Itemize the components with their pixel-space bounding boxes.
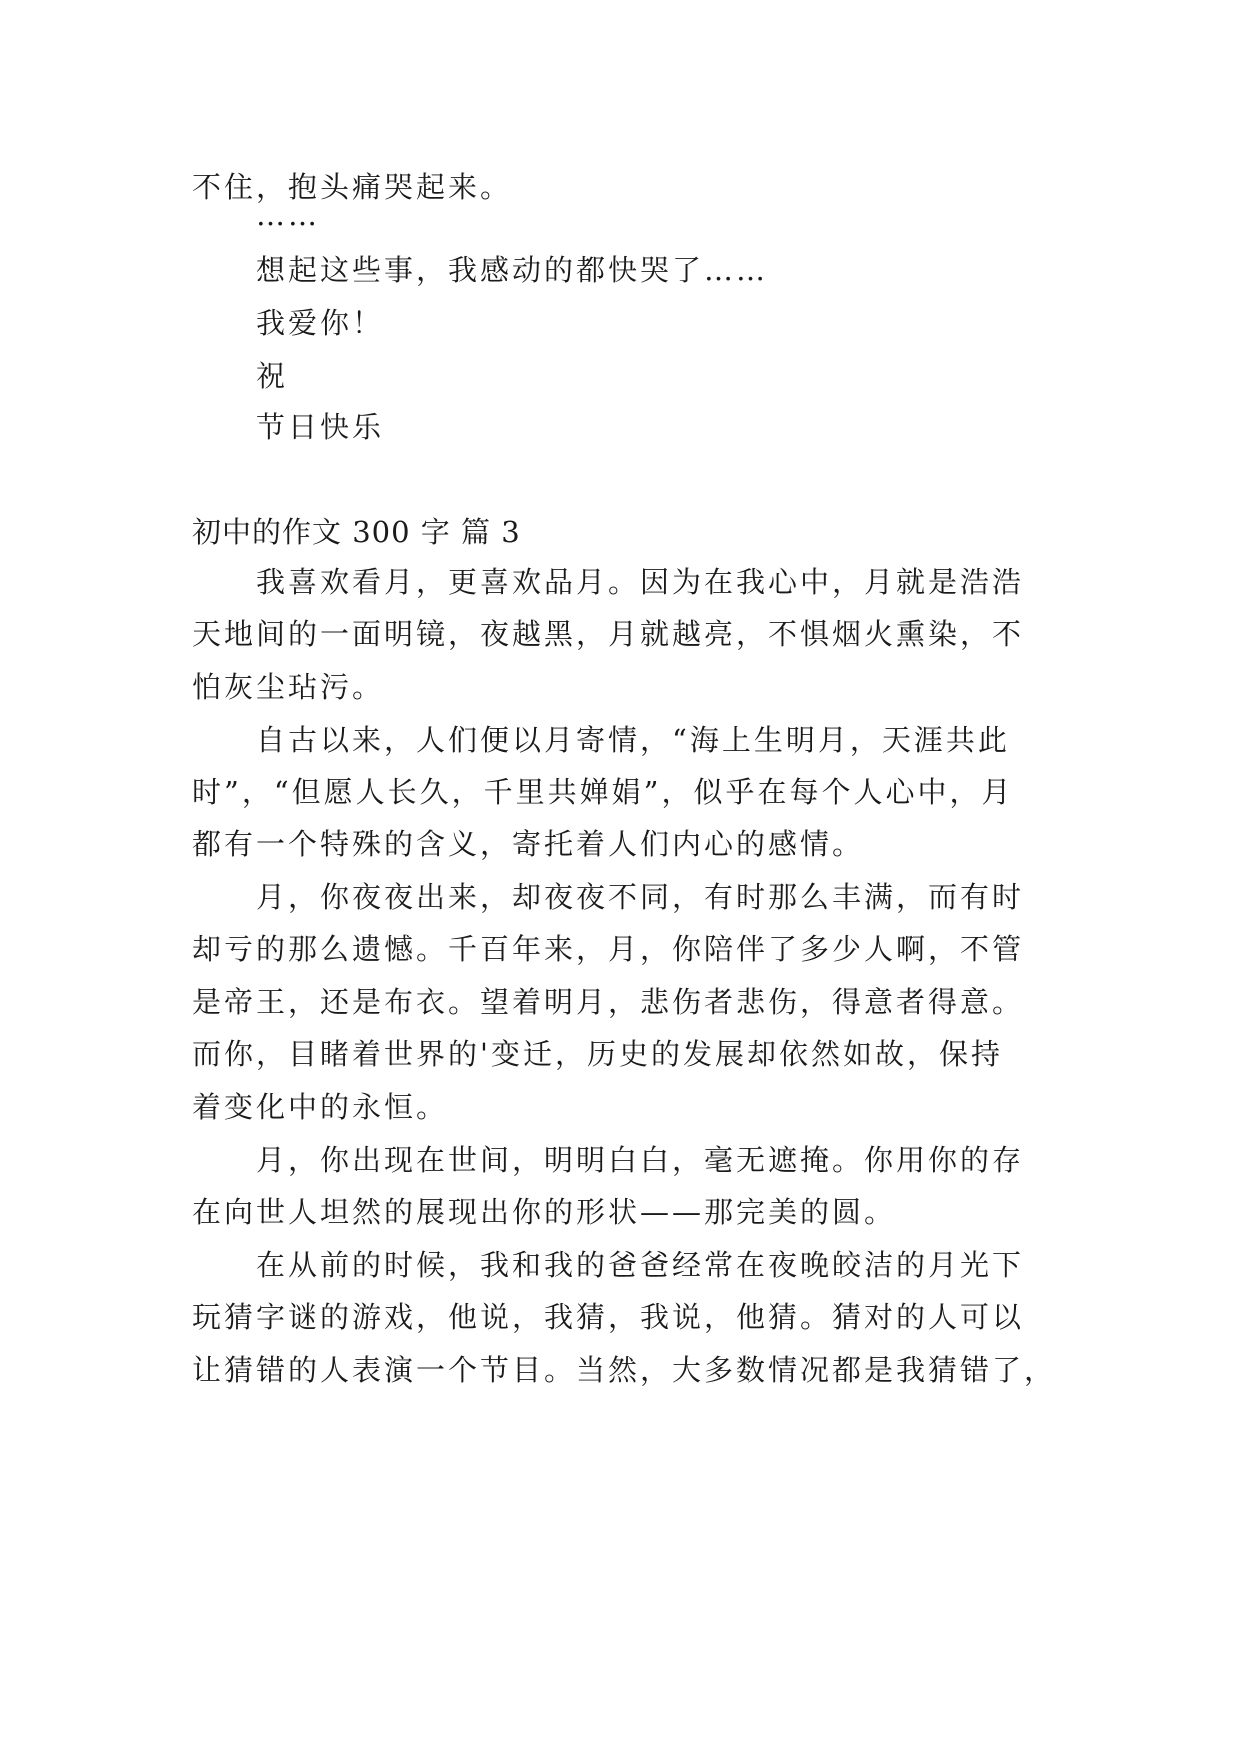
ellipsis-line: …… bbox=[256, 198, 320, 232]
paragraph-line: 月，你出现在世间，明明白白，毫无遮掩。你用你的存 bbox=[256, 1143, 1025, 1177]
paragraph-line: 让猜错的人表演一个节目。当然，大多数情况都是我猜错了， bbox=[192, 1353, 1057, 1387]
paragraph-line: 而你，目睹着世界的'变迁，历史的发展却依然如故，保持 bbox=[192, 1037, 1003, 1071]
essay-heading: 初中的作文 300 字 篇 3 bbox=[192, 515, 521, 549]
paragraph-line: 玩猜字谜的游戏，他说，我猜，我说，他猜。猜对的人可以 bbox=[192, 1300, 1025, 1334]
text-line: 我爱你！ bbox=[256, 306, 385, 340]
text-line: 节日快乐 bbox=[256, 410, 385, 444]
paragraph-line: 天地间的一面明镜，夜越黑，月就越亮，不惧烟火熏染，不 bbox=[192, 617, 1025, 651]
text-line: 祝 bbox=[256, 359, 289, 393]
text-line: 不住，抱头痛哭起来。 bbox=[192, 170, 513, 204]
paragraph-line: 怕灰尘玷污。 bbox=[192, 670, 385, 704]
paragraph-line: 是帝王，还是布衣。望着明月，悲伤者悲伤，得意者得意。 bbox=[192, 985, 1025, 1019]
paragraph-line: 月，你夜夜出来，却夜夜不同，有时那么丰满，而有时 bbox=[256, 880, 1025, 914]
paragraph-line: 自古以来，人们便以月寄情，“海上生明月，天涯共此 bbox=[256, 723, 1010, 757]
paragraph-line: 时”，“但愿人长久，千里共婵娟”，似乎在每个人心中，月 bbox=[192, 775, 1014, 809]
paragraph-line: 在从前的时候，我和我的爸爸经常在夜晚皎洁的月光下 bbox=[256, 1248, 1025, 1282]
paragraph-line: 却亏的那么遗憾。千百年来，月，你陪伴了多少人啊，不管 bbox=[192, 932, 1025, 966]
paragraph-line: 我喜欢看月，更喜欢品月。因为在我心中，月就是浩浩 bbox=[256, 565, 1025, 599]
paragraph-line: 都有一个特殊的含义，寄托着人们内心的感情。 bbox=[192, 827, 865, 861]
paragraph-line: 着变化中的永恒。 bbox=[192, 1090, 449, 1124]
text-line: 想起这些事，我感动的都快哭了…… bbox=[256, 253, 769, 287]
paragraph-line: 在向世人坦然的展现出你的形状——那完美的圆。 bbox=[192, 1195, 897, 1229]
